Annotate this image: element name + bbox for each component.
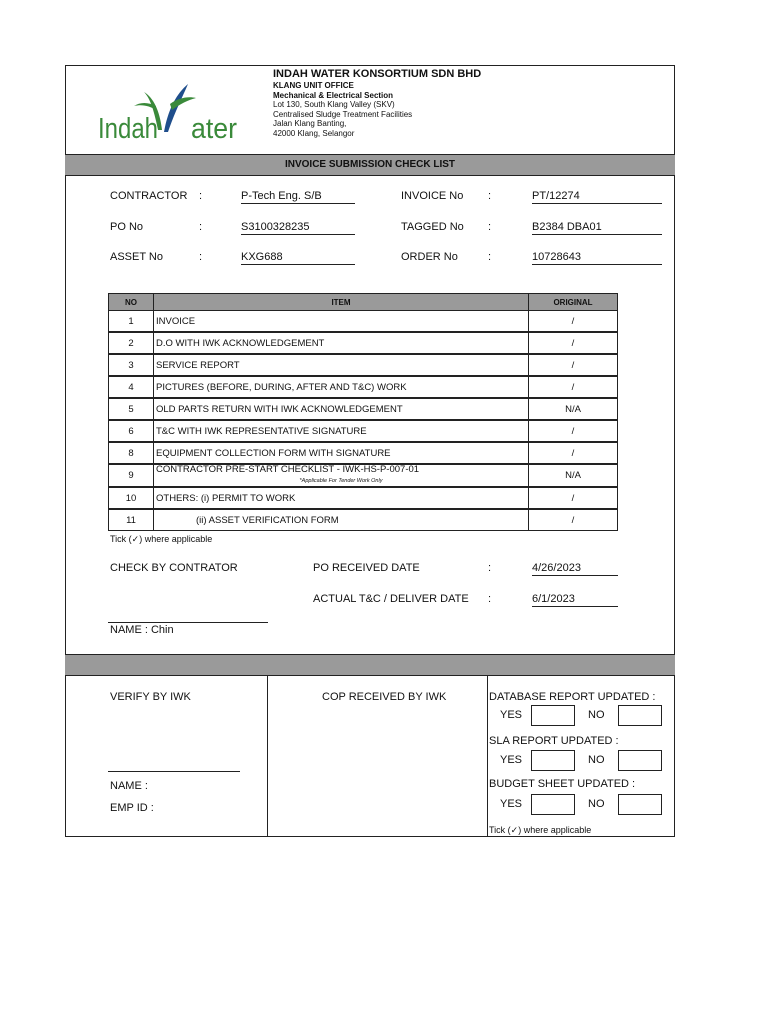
- row-no: 6: [109, 420, 154, 442]
- row-original[interactable]: /: [529, 420, 618, 442]
- section-bar: [65, 654, 675, 676]
- colon: :: [199, 190, 203, 202]
- table-header-row: [109, 294, 618, 311]
- svg-text:ater: ater: [191, 113, 238, 142]
- cop-received-label: COP RECEIVED BY IWK: [322, 691, 447, 703]
- company-name: INDAH WATER KONSORTIUM SDN BHD: [273, 68, 482, 80]
- verify-name-label[interactable]: NAME :: [110, 780, 148, 792]
- colon: :: [488, 221, 492, 233]
- no-label: NO: [588, 754, 605, 766]
- budget-yes-checkbox[interactable]: [531, 794, 575, 815]
- database-yes-checkbox[interactable]: [531, 705, 575, 726]
- table-row: [109, 311, 618, 333]
- invoice-value[interactable]: PT/12274: [532, 190, 662, 204]
- col-header-item: ITEM: [154, 294, 529, 311]
- sla-no-checkbox[interactable]: [618, 750, 662, 771]
- column-divider: [267, 675, 268, 837]
- no-label: NO: [588, 798, 605, 810]
- title-bar: [65, 154, 675, 176]
- row-original[interactable]: /: [529, 332, 618, 354]
- colon: :: [488, 190, 492, 202]
- yes-label: YES: [500, 798, 523, 810]
- row-item: SERVICE REPORT: [154, 354, 529, 376]
- colon: :: [199, 221, 203, 233]
- verify-emp-id-label[interactable]: EMP ID :: [110, 802, 154, 814]
- address-line-1: Lot 130, South Klang Valley (SKV): [273, 100, 395, 109]
- company-address: [273, 81, 412, 138]
- invoice-label: INVOICE No: [401, 190, 464, 202]
- asset-value[interactable]: KXG688: [241, 251, 355, 265]
- table-row: [109, 420, 618, 442]
- actual-tc-label: ACTUAL T&C / DELIVER DATE: [313, 593, 469, 605]
- section-name: Mechanical & Electrical Section: [273, 90, 394, 100]
- form-title: INVOICE SUBMISSION CHECK LIST: [284, 159, 455, 170]
- table-row: [109, 487, 618, 509]
- row-item: D.O WITH IWK ACKNOWLEDGEMENT: [154, 332, 529, 354]
- address-line-2: Centralised Sludge Treatment Facilities: [273, 109, 413, 119]
- row-item: OLD PARTS RETURN WITH IWK ACKNOWLEDGEMENT: [154, 398, 529, 420]
- tick-note: Tick (✓) where applicable: [110, 534, 213, 544]
- row-item-note: *Applicable For Tender Work Only: [299, 478, 383, 484]
- contractor-name[interactable]: NAME : Chin: [110, 624, 174, 636]
- row-original[interactable]: /: [529, 442, 618, 464]
- colon: :: [488, 562, 492, 574]
- row-no: 8: [109, 442, 154, 464]
- logo-graphic: [96, 80, 241, 142]
- svg-text:Indah: Indah: [98, 113, 158, 142]
- row-original[interactable]: /: [529, 311, 618, 333]
- sla-yes-checkbox[interactable]: [531, 750, 575, 771]
- check-by-label: CHECK BY CONTRATOR: [110, 562, 238, 574]
- colon: :: [488, 593, 492, 605]
- actual-tc-value[interactable]: 6/1/2023: [532, 593, 618, 607]
- indah-water-logo: [96, 80, 241, 142]
- po-received-label: PO RECEIVED DATE: [313, 562, 420, 574]
- row-no: 11: [109, 509, 154, 531]
- table-row: [109, 354, 618, 376]
- row-original[interactable]: N/A: [529, 464, 618, 487]
- checklist-table: [108, 293, 618, 531]
- contractor-value[interactable]: P-Tech Eng. S/B: [241, 190, 355, 204]
- address-line-3: Jalan Klang Banting,: [273, 119, 347, 128]
- yes-label: YES: [500, 754, 523, 766]
- colon: :: [488, 251, 492, 263]
- table-row: [109, 464, 618, 487]
- row-item: T&C WITH IWK REPRESENTATIVE SIGNATURE: [154, 420, 529, 442]
- po-received-value[interactable]: 4/26/2023: [532, 562, 618, 576]
- row-no: 9: [109, 464, 154, 487]
- row-no: 5: [109, 398, 154, 420]
- row-item-with-note: [154, 464, 529, 487]
- table-row: [109, 376, 618, 398]
- table-row: [109, 332, 618, 354]
- po-value[interactable]: S3100328235: [241, 221, 355, 235]
- col-header-no: NO: [109, 294, 154, 311]
- row-no: 3: [109, 354, 154, 376]
- row-original[interactable]: /: [529, 376, 618, 398]
- row-item: CONTRACTOR PRE-START CHECKLIST - IWK-HS-P-007-01: [156, 464, 420, 475]
- row-no: 10: [109, 487, 154, 509]
- tagged-label: TAGGED No: [401, 221, 464, 233]
- table-row: [109, 509, 618, 531]
- order-label: ORDER No: [401, 251, 458, 263]
- row-item: EQUIPMENT COLLECTION FORM WITH SIGNATURE: [154, 442, 529, 464]
- row-no: 4: [109, 376, 154, 398]
- verify-tick-note: Tick (✓) where applicable: [489, 825, 592, 835]
- row-item: (ii) ASSET VERIFICATION FORM: [154, 509, 529, 531]
- row-item: INVOICE: [154, 311, 529, 333]
- row-item: OTHERS: (i) PERMIT TO WORK: [154, 487, 529, 509]
- signature-line: [108, 622, 268, 623]
- row-no: 1: [109, 311, 154, 333]
- yes-label: YES: [500, 709, 523, 721]
- column-divider: [487, 675, 488, 837]
- row-original[interactable]: N/A: [529, 398, 618, 420]
- budget-no-checkbox[interactable]: [618, 794, 662, 815]
- no-label: NO: [588, 709, 605, 721]
- col-header-original: ORIGINAL: [529, 294, 618, 311]
- colon: :: [199, 251, 203, 263]
- row-original[interactable]: /: [529, 487, 618, 509]
- address-line-4: 42000 Klang, Selangor: [273, 128, 355, 138]
- asset-label: ASSET No: [110, 251, 163, 263]
- tagged-value[interactable]: B2384 DBA01: [532, 221, 662, 235]
- row-item: PICTURES (BEFORE, DURING, AFTER AND T&C) WORK: [154, 376, 529, 398]
- sla-report-label: SLA REPORT UPDATED :: [489, 735, 619, 747]
- row-original[interactable]: /: [529, 354, 618, 376]
- table-row: [109, 442, 618, 464]
- contractor-label: CONTRACTOR: [110, 190, 188, 202]
- verify-by-label: VERIFY BY IWK: [110, 691, 191, 703]
- row-no: 2: [109, 332, 154, 354]
- order-value[interactable]: 10728643: [532, 251, 662, 265]
- table-row: [109, 398, 618, 420]
- database-report-label: DATABASE REPORT UPDATED :: [489, 691, 656, 703]
- budget-sheet-label: BUDGET SHEET UPDATED :: [489, 778, 636, 790]
- po-label: PO No: [110, 221, 144, 233]
- office-name: KLANG UNIT OFFICE: [273, 81, 354, 90]
- database-no-checkbox[interactable]: [618, 705, 662, 726]
- row-original[interactable]: /: [529, 509, 618, 531]
- verify-signature-line: [108, 771, 240, 772]
